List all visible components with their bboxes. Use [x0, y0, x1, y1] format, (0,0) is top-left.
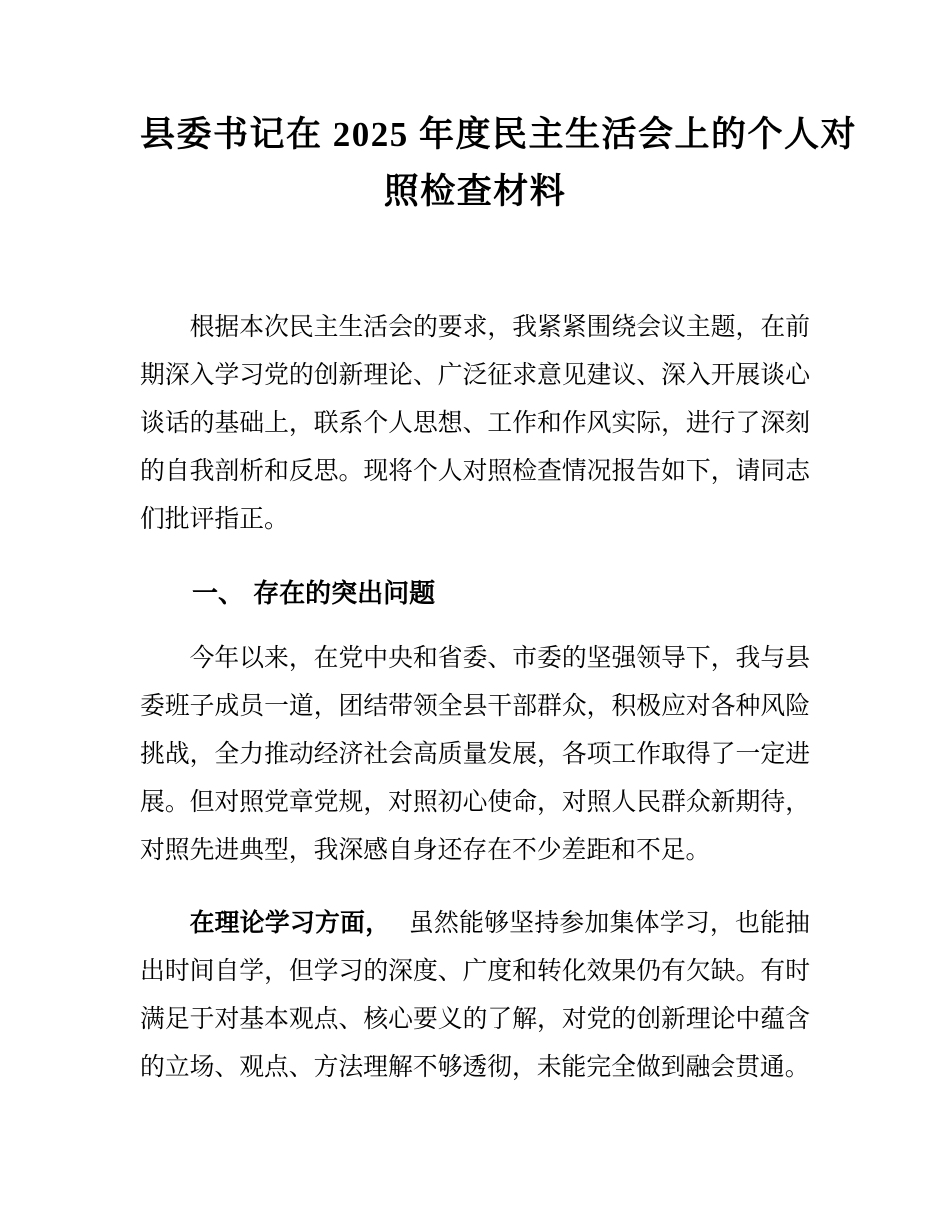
paragraph-intro: 根据本次民主生活会的要求，我紧紧围绕会议主题，在前期深入学习党的创新理论、广泛征求意见建议、深入开展谈心谈话的基础上，联系个人思想、工作和作风实际，进行了深刻的自我剖析和反思。现将个人对照检查情况报告如下，请同志们批评指正。: [140, 314, 810, 533]
paragraph-theory-text: 虽然能够坚持参加集体学习，也能抽出时间自学，但学习的深度、广度和转化效果仍有欠缺。有时满足于对基本观点、核心要义的了解，对党的创新理论中蕴含的立场、观点、方法理解不够透彻，未能完全做到融会贯通。: [140, 910, 810, 1081]
section-heading: [140, 569, 810, 617]
paragraph-theory: [140, 900, 810, 1092]
paragraph-theory-lead: 在理论学习方面，: [189, 910, 391, 937]
paragraph-overview: 今年以来，在党中央和省委、市委的坚强领导下，我与县委班子成员一道，团结带领全县干部群众，积极应对各种风险挑战，全力推动经济社会高质量发展，各项工作取得了一定进展。但对照党章党规，对照初心使命，对照人民群众新期待，对照先进典型，我深感自身还存在不少差距和不足。: [140, 645, 810, 864]
section-heading-text: 存在的突出问题: [253, 578, 436, 608]
title-line-2: 照检查材料: [383, 172, 567, 211]
title-line-1: 县委书记在 2025 年度民主生活会上的个人对: [140, 115, 858, 154]
section-number: 一、: [192, 578, 245, 608]
document-title: [140, 106, 858, 220]
